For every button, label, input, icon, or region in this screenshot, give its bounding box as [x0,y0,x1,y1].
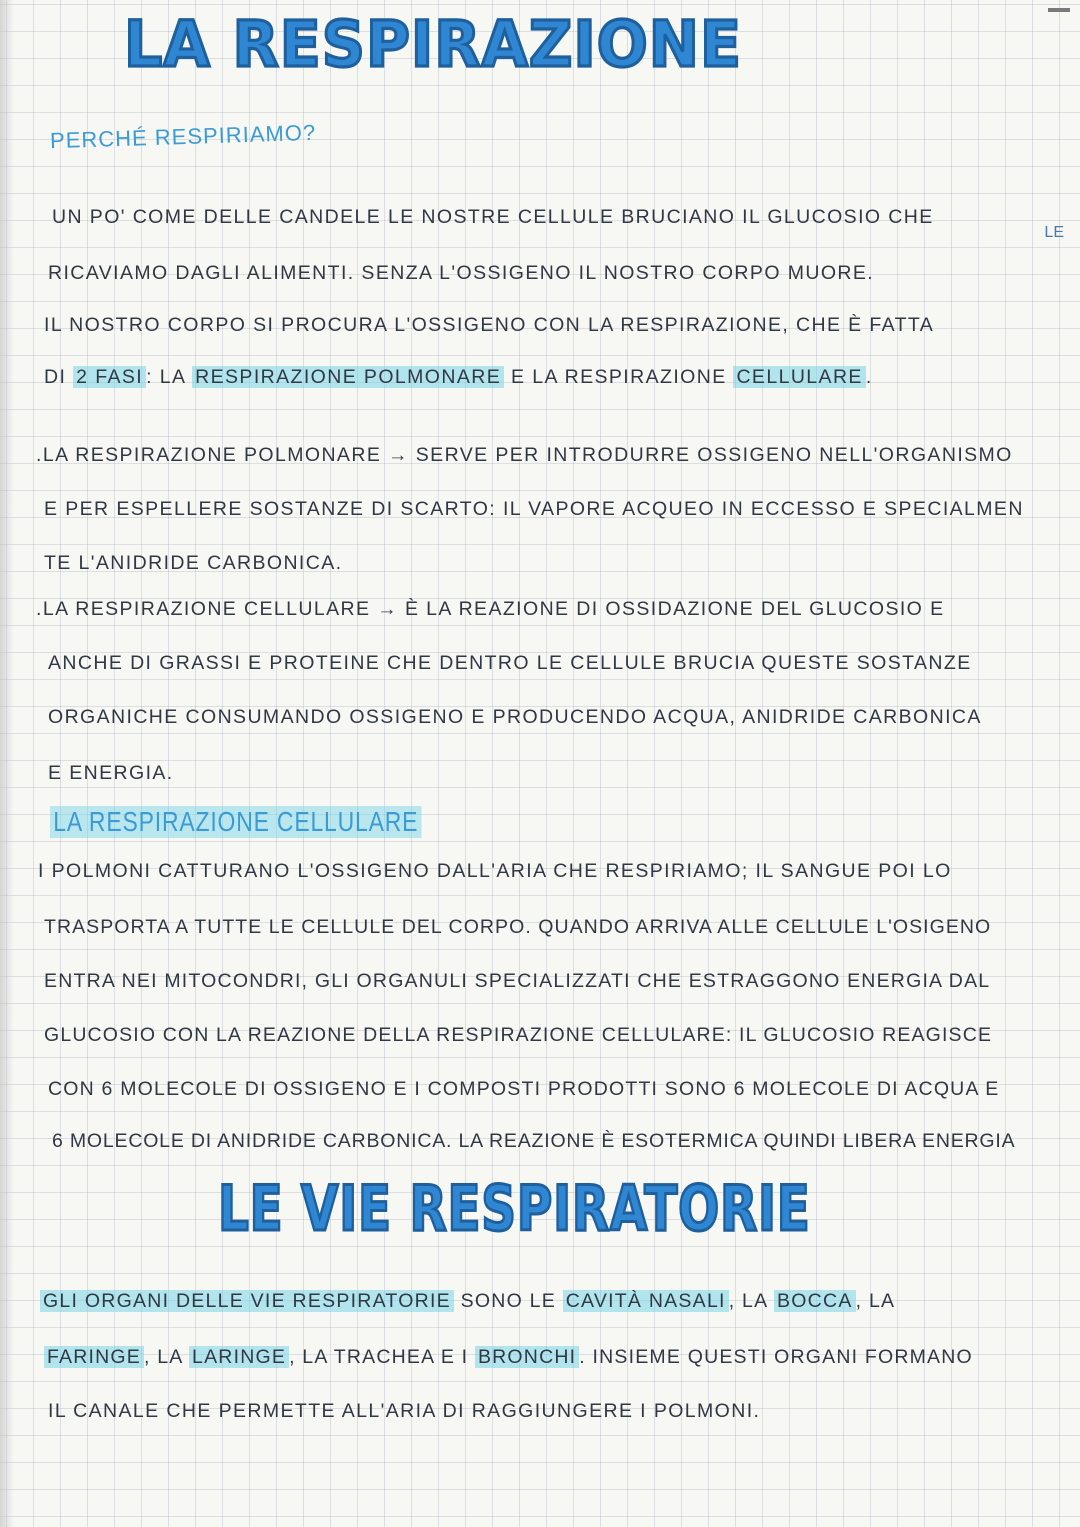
cellular-line-4: GLUCOSIO CON LA REAZIONE DELLA RESPIRAZIONE CELLULARE: IL GLUCOSIO REAGISCE [44,1024,993,1046]
cellular-def-line-3: ORGANICHE CONSUMANDO OSSIGENO E PRODUCENDO ACQUA, ANIDRIDE CARBONICA [48,706,982,728]
airways-line-3: IL CANALE CHE PERMETTE ALL'ARIA DI RAGGIUNGERE I POLMONI. [48,1400,761,1422]
highlight-pulmonary: RESPIRAZIONE POLMONARE [192,366,504,388]
airways-text: . INSIEME QUESTI ORGANI FORMANO [579,1346,973,1368]
intro-text: E LA RESPIRAZIONE [510,366,727,388]
pulmonary-line-1: .LA RESPIRAZIONE POLMONARE → SERVE PER INTRODURRE OSSIGENO NELL'ORGANISMO [36,444,1013,466]
cellular-def-line-4: E ENERGIA. [48,762,174,784]
airways-line-2 [44,1346,973,1369]
question-heading: PERCHÉ RESPIRIAMO? [49,119,317,154]
intro-text: DI [44,366,67,388]
highlight-airway-organs: GLI ORGANI DELLE VIE RESPIRATORIE [40,1290,454,1312]
cellular-def-line-1: .LA RESPIRAZIONE CELLULARE → È LA REAZIONE DI OSSIDAZIONE DEL GLUCOSIO E [36,598,945,620]
airways-text: , LA [144,1346,183,1368]
intro-line-3: IL NOSTRO CORPO SI PROCURA L'OSSIGENO CON LA RESPIRAZIONE, CHE È FATTA [44,314,935,336]
cellular-line-6: 6 MOLECOLE DI ANIDRIDE CARBONICA. LA REAZIONE È ESOTERMICA QUINDI LIBERA ENERGIA [52,1130,1016,1152]
airways-text: , LA TRACHEA E I [289,1346,469,1368]
cellular-line-3: ENTRA NEI MITOCONDRI, GLI ORGANULI SPECIALIZZATI CHE ESTRAGGONO ENERGIA DAL [44,970,991,992]
intro-text: . [865,366,873,388]
cellular-line-2: TRASPORTA A TUTTE LE CELLULE DEL CORPO. QUANDO ARRIVA ALLE CELLULE L'OSIGENO [44,916,992,938]
highlight-pharynx: FARINGE [44,1346,144,1368]
intro-text: : LA [146,366,186,388]
highlight-larynx: LARINGE [189,1346,289,1368]
cellular-def-line-2: ANCHE DI GRASSI E PROTEINE CHE DENTRO LE CELLULE BRUCIA QUESTE SOSTANZE [48,652,972,674]
airways-line-1 [40,1290,895,1313]
highlight-bronchi: BRONCHI [475,1346,579,1368]
cellular-line-5: CON 6 MOLECOLE DI OSSIGENO E I COMPOSTI PRODOTTI SONO 6 MOLECOLE DI ACQUA E [48,1078,1000,1100]
highlight-nasal-cavities: CAVITÀ NASALI [563,1290,729,1312]
airways-text: , LA [855,1290,896,1312]
highlight-mouth: BOCCA [774,1290,856,1312]
airways-text: SONO LE [460,1290,557,1312]
pulmonary-line-3: TE L'ANIDRIDE CARBONICA. [44,552,343,574]
corner-scribble [1048,8,1070,12]
airways-text: , LA [728,1290,768,1312]
section-title-airways: LE VIE RESPIRATORIE [218,1172,811,1245]
highlight-cellular: CELLULARE [733,366,865,388]
page-edge-shadow [0,0,14,1527]
cellular-heading: LA RESPIRAZIONE CELLULARE [50,806,422,838]
intro-line-1: UN PO' COME DELLE CANDELE LE NOSTRE CELLULE BRUCIANO IL GLUCOSIO CHE [52,206,934,228]
intro-line-4 [44,366,873,389]
intro-line-2: RICAVIAMO DAGLI ALIMENTI. SENZA L'OSSIGENO IL NOSTRO CORPO MUORE. [48,262,875,284]
page-title: LA RESPIRAZIONE [124,8,742,82]
margin-mark: LE [1044,224,1064,241]
pulmonary-line-2: E PER ESPELLERE SOSTANZE DI SCARTO: IL VAPORE ACQUEO IN ECCESSO E SPECIALMEN [44,498,1024,520]
cellular-line-1: I POLMONI CATTURANO L'OSSIGENO DALL'ARIA CHE RESPIRIAMO; IL SANGUE POI LO [38,860,952,882]
highlight-two-phases: 2 FASI [73,366,146,388]
